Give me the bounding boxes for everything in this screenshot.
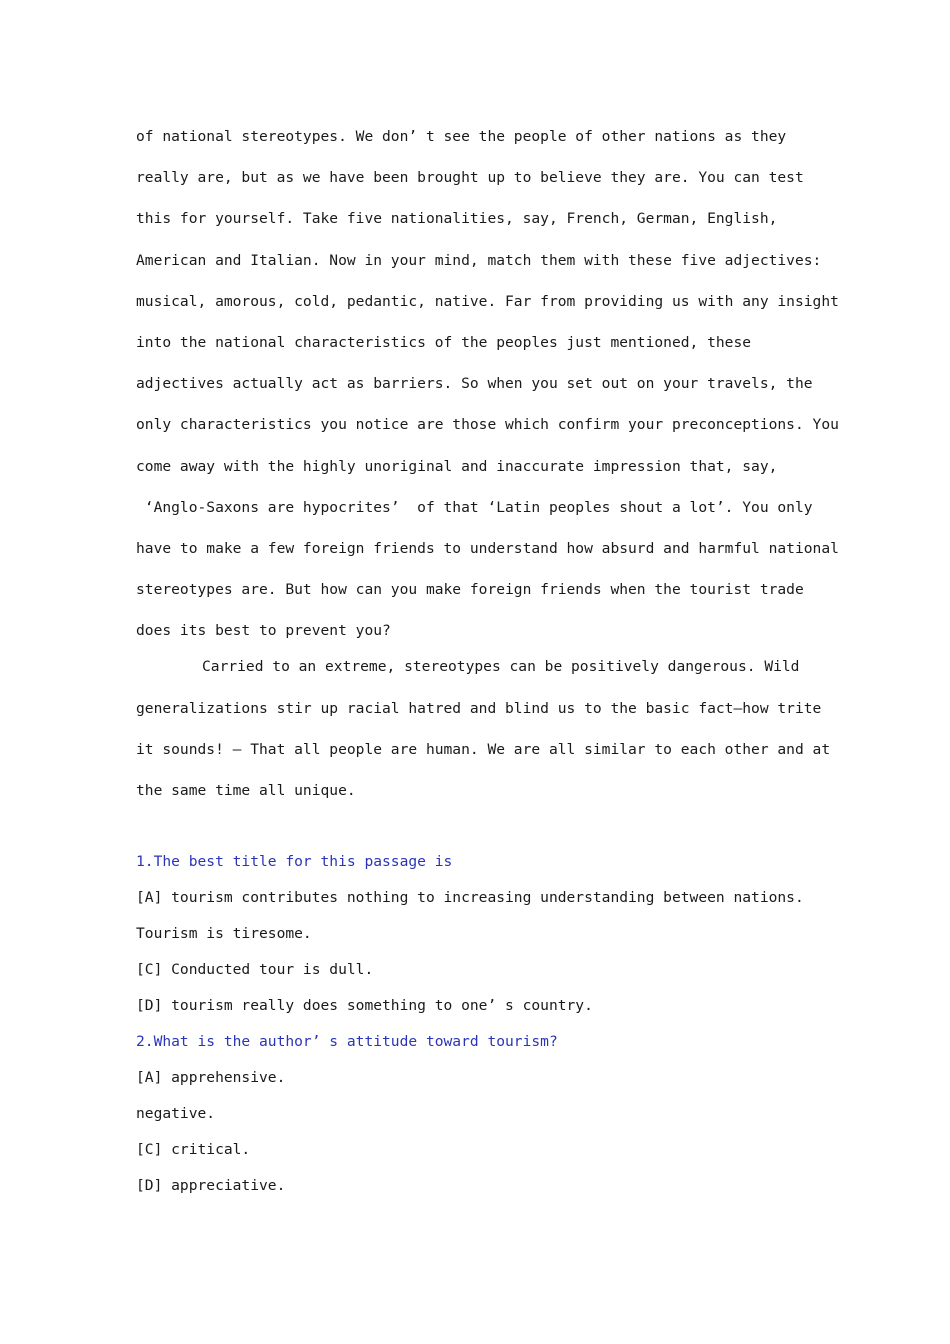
text-line: generalizations stir up racial hatred and blind us to the basic fact—how trite bbox=[136, 699, 822, 717]
answer-option: [C] critical. bbox=[136, 1141, 251, 1159]
text-line: the same time all unique. bbox=[136, 782, 356, 799]
text-line: this for yourself. Take five nationalities, say, French, German, English, bbox=[136, 210, 778, 228]
text-line: Carried to an extreme, stereotypes can be positively dangerous. Wild bbox=[202, 658, 800, 676]
question-1 bbox=[136, 849, 816, 1029]
text-line: adjectives actually act as barriers. So when you set out on your travels, the bbox=[136, 375, 813, 393]
answer-option: negative. bbox=[136, 1105, 216, 1123]
answer-option: [C] Conducted tour is dull. bbox=[136, 961, 374, 979]
answer-option: [D] appreciative. bbox=[136, 1177, 286, 1195]
text-line: it sounds! – That all people are human. We are all similar to each other and at bbox=[136, 740, 831, 758]
text-line: really are, but as we have been brought up to believe they are. You can test bbox=[136, 169, 804, 187]
text-line: ‘Anglo-Saxons are hypocrites’ of that ‘Latin peoples shout a lot’. You only bbox=[136, 498, 813, 516]
question-title: 1.The best title for this passage is bbox=[136, 853, 453, 871]
text-line: of national stereotypes. We don’ t see the people of other nations as they bbox=[136, 128, 787, 145]
question-list bbox=[136, 849, 816, 1209]
text-line: come away with the highly unoriginal and inaccurate impression that, say, bbox=[136, 457, 778, 475]
text-line: only characteristics you notice are those which confirm your preconceptions. You bbox=[136, 416, 839, 434]
text-line: into the national characteristics of the peoples just mentioned, these bbox=[136, 333, 752, 351]
answer-option: [A] apprehensive. bbox=[136, 1069, 286, 1087]
answer-option: [D] tourism really does something to one’ s country. bbox=[136, 997, 593, 1015]
answer-option: [A] tourism contributes nothing to increasing understanding between nations. bbox=[136, 889, 804, 907]
question-2 bbox=[136, 1029, 816, 1209]
question-title: 2.What is the author’ s attitude toward tourism? bbox=[136, 1033, 558, 1051]
passage-paragraph-1 bbox=[136, 124, 839, 659]
answer-option: Tourism is tiresome. bbox=[136, 925, 312, 943]
text-line: stereotypes are. But how can you make foreign friends when the tourist trade bbox=[136, 581, 804, 599]
text-line: musical, amorous, cold, pedantic, native. Far from providing us with any insight bbox=[136, 292, 839, 310]
passage-paragraph-2 bbox=[136, 654, 831, 819]
text-line: have to make a few foreign friends to understand how absurd and harmful national bbox=[136, 539, 839, 557]
text-line: American and Italian. Now in your mind, match them with these five adjectives: bbox=[136, 251, 822, 269]
document-page bbox=[136, 124, 839, 1209]
text-line: does its best to prevent you? bbox=[136, 622, 391, 640]
